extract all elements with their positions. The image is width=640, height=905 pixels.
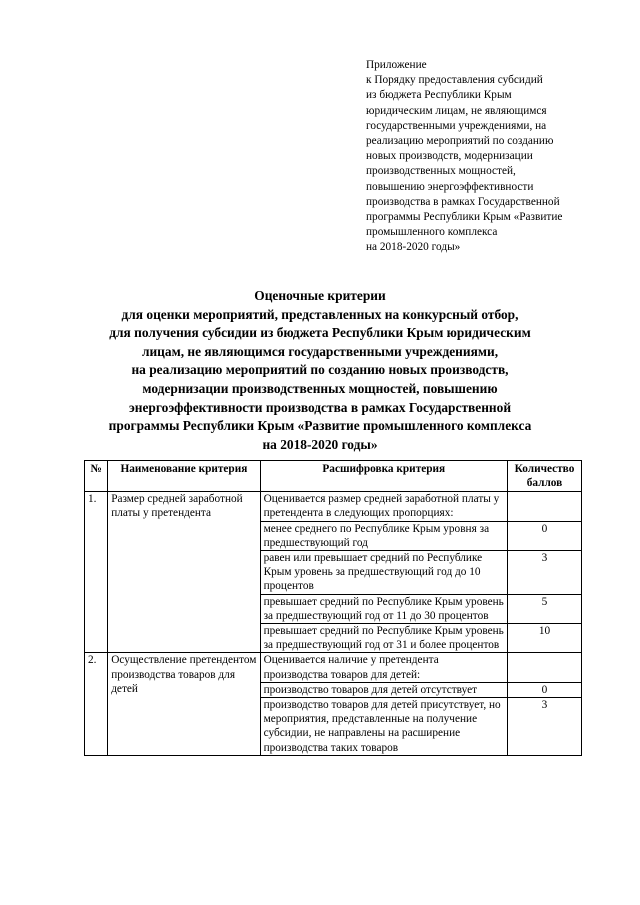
header-points: Количество баллов <box>507 461 581 492</box>
option-text: производство товаров для детей присутствует, но мероприятия, представленные на получение субсидии, не направлены на расширение производства таких товаров <box>260 698 507 756</box>
appendix-line: реализацию мероприятий по созданию <box>366 135 554 148</box>
title-line: лицам, не являющимся государственными учреждениями, <box>141 343 499 359</box>
title-line: Оценочные критерии <box>254 288 386 303</box>
criterion-name: Размер средней заработной платы у претендента <box>108 492 260 653</box>
criterion-name: Осуществление претендентом производства товаров для детей <box>108 653 260 755</box>
appendix-line: из бюджета Республики Крым <box>366 89 512 102</box>
header-decode: Расшифровка критерия <box>260 461 507 492</box>
criterion-number: 2. <box>85 653 108 755</box>
criterion-intro: Оценивается размер средней заработной платы у претендента в следующих пропорциях: <box>260 492 507 521</box>
title-line: модернизации производственных мощностей, повышению <box>142 380 498 396</box>
appendix-line: к Порядку предоставления субсидий <box>366 74 543 87</box>
table-header-row <box>85 461 582 492</box>
header-num: № <box>85 461 108 492</box>
option-points: 10 <box>507 624 581 653</box>
appendix-line: государственными учреждениями, на <box>366 119 547 132</box>
option-points: 3 <box>507 551 581 595</box>
appendix-line: промышленного комплекса <box>366 226 498 239</box>
header-name: Наименование критерия <box>108 461 260 492</box>
option-points: 5 <box>507 594 581 623</box>
appendix-line: производства в рамках Государственной <box>366 195 560 208</box>
table-row <box>85 653 582 682</box>
appendix-line: производственных мощностей, <box>366 165 516 178</box>
option-text: равен или превышает средний по Республике Крым уровень за предшествующий год до 10 процентов <box>260 551 507 595</box>
criterion-points-empty <box>507 492 581 521</box>
document-title <box>60 287 580 454</box>
appendix-line: на 2018-2020 годы» <box>366 241 461 254</box>
table-row <box>85 492 582 521</box>
option-points: 3 <box>507 698 581 756</box>
option-text: превышает средний по Республике Крым уровень за предшествующий год от 31 и более процентов <box>260 624 507 653</box>
appendix-line: программы Республики Крым «Развитие <box>366 211 563 224</box>
option-points: 0 <box>507 682 581 697</box>
title-line: на 2018-2020 годы» <box>262 436 378 452</box>
criterion-number: 1. <box>85 492 108 653</box>
title-line: для оценки мероприятий, представленных на конкурсный отбор, <box>121 306 519 322</box>
option-text: менее среднего по Республике Крым уровня за предшествующий год <box>260 521 507 550</box>
appendix-line: Приложение <box>366 59 427 71</box>
appendix-line: повышению энергоэффективности <box>366 180 534 193</box>
option-points: 0 <box>507 521 581 550</box>
title-line: программы Республики Крым «Развитие промышленного комплекса <box>108 418 532 434</box>
appendix-line: новых производств, модернизации <box>366 150 533 163</box>
option-text: производство товаров для детей отсутствует <box>260 682 507 697</box>
criterion-intro: Оценивается наличие у претендента производства товаров для детей: <box>260 653 507 682</box>
criterion-points-empty <box>507 653 581 682</box>
appendix-block <box>366 58 616 256</box>
criteria-table <box>84 460 582 756</box>
title-line: для получения субсидии из бюджета Республики Крым юридическим <box>109 325 531 341</box>
option-text: превышает средний по Республике Крым уровень за предшествующий год от 11 до 30 процентов <box>260 594 507 623</box>
title-line: энергоэффективности производства в рамках Государственной <box>128 399 512 415</box>
appendix-line: юридическим лицам, не являющимся <box>366 104 547 117</box>
title-line: на реализацию мероприятий по созданию новых производств, <box>131 362 509 378</box>
